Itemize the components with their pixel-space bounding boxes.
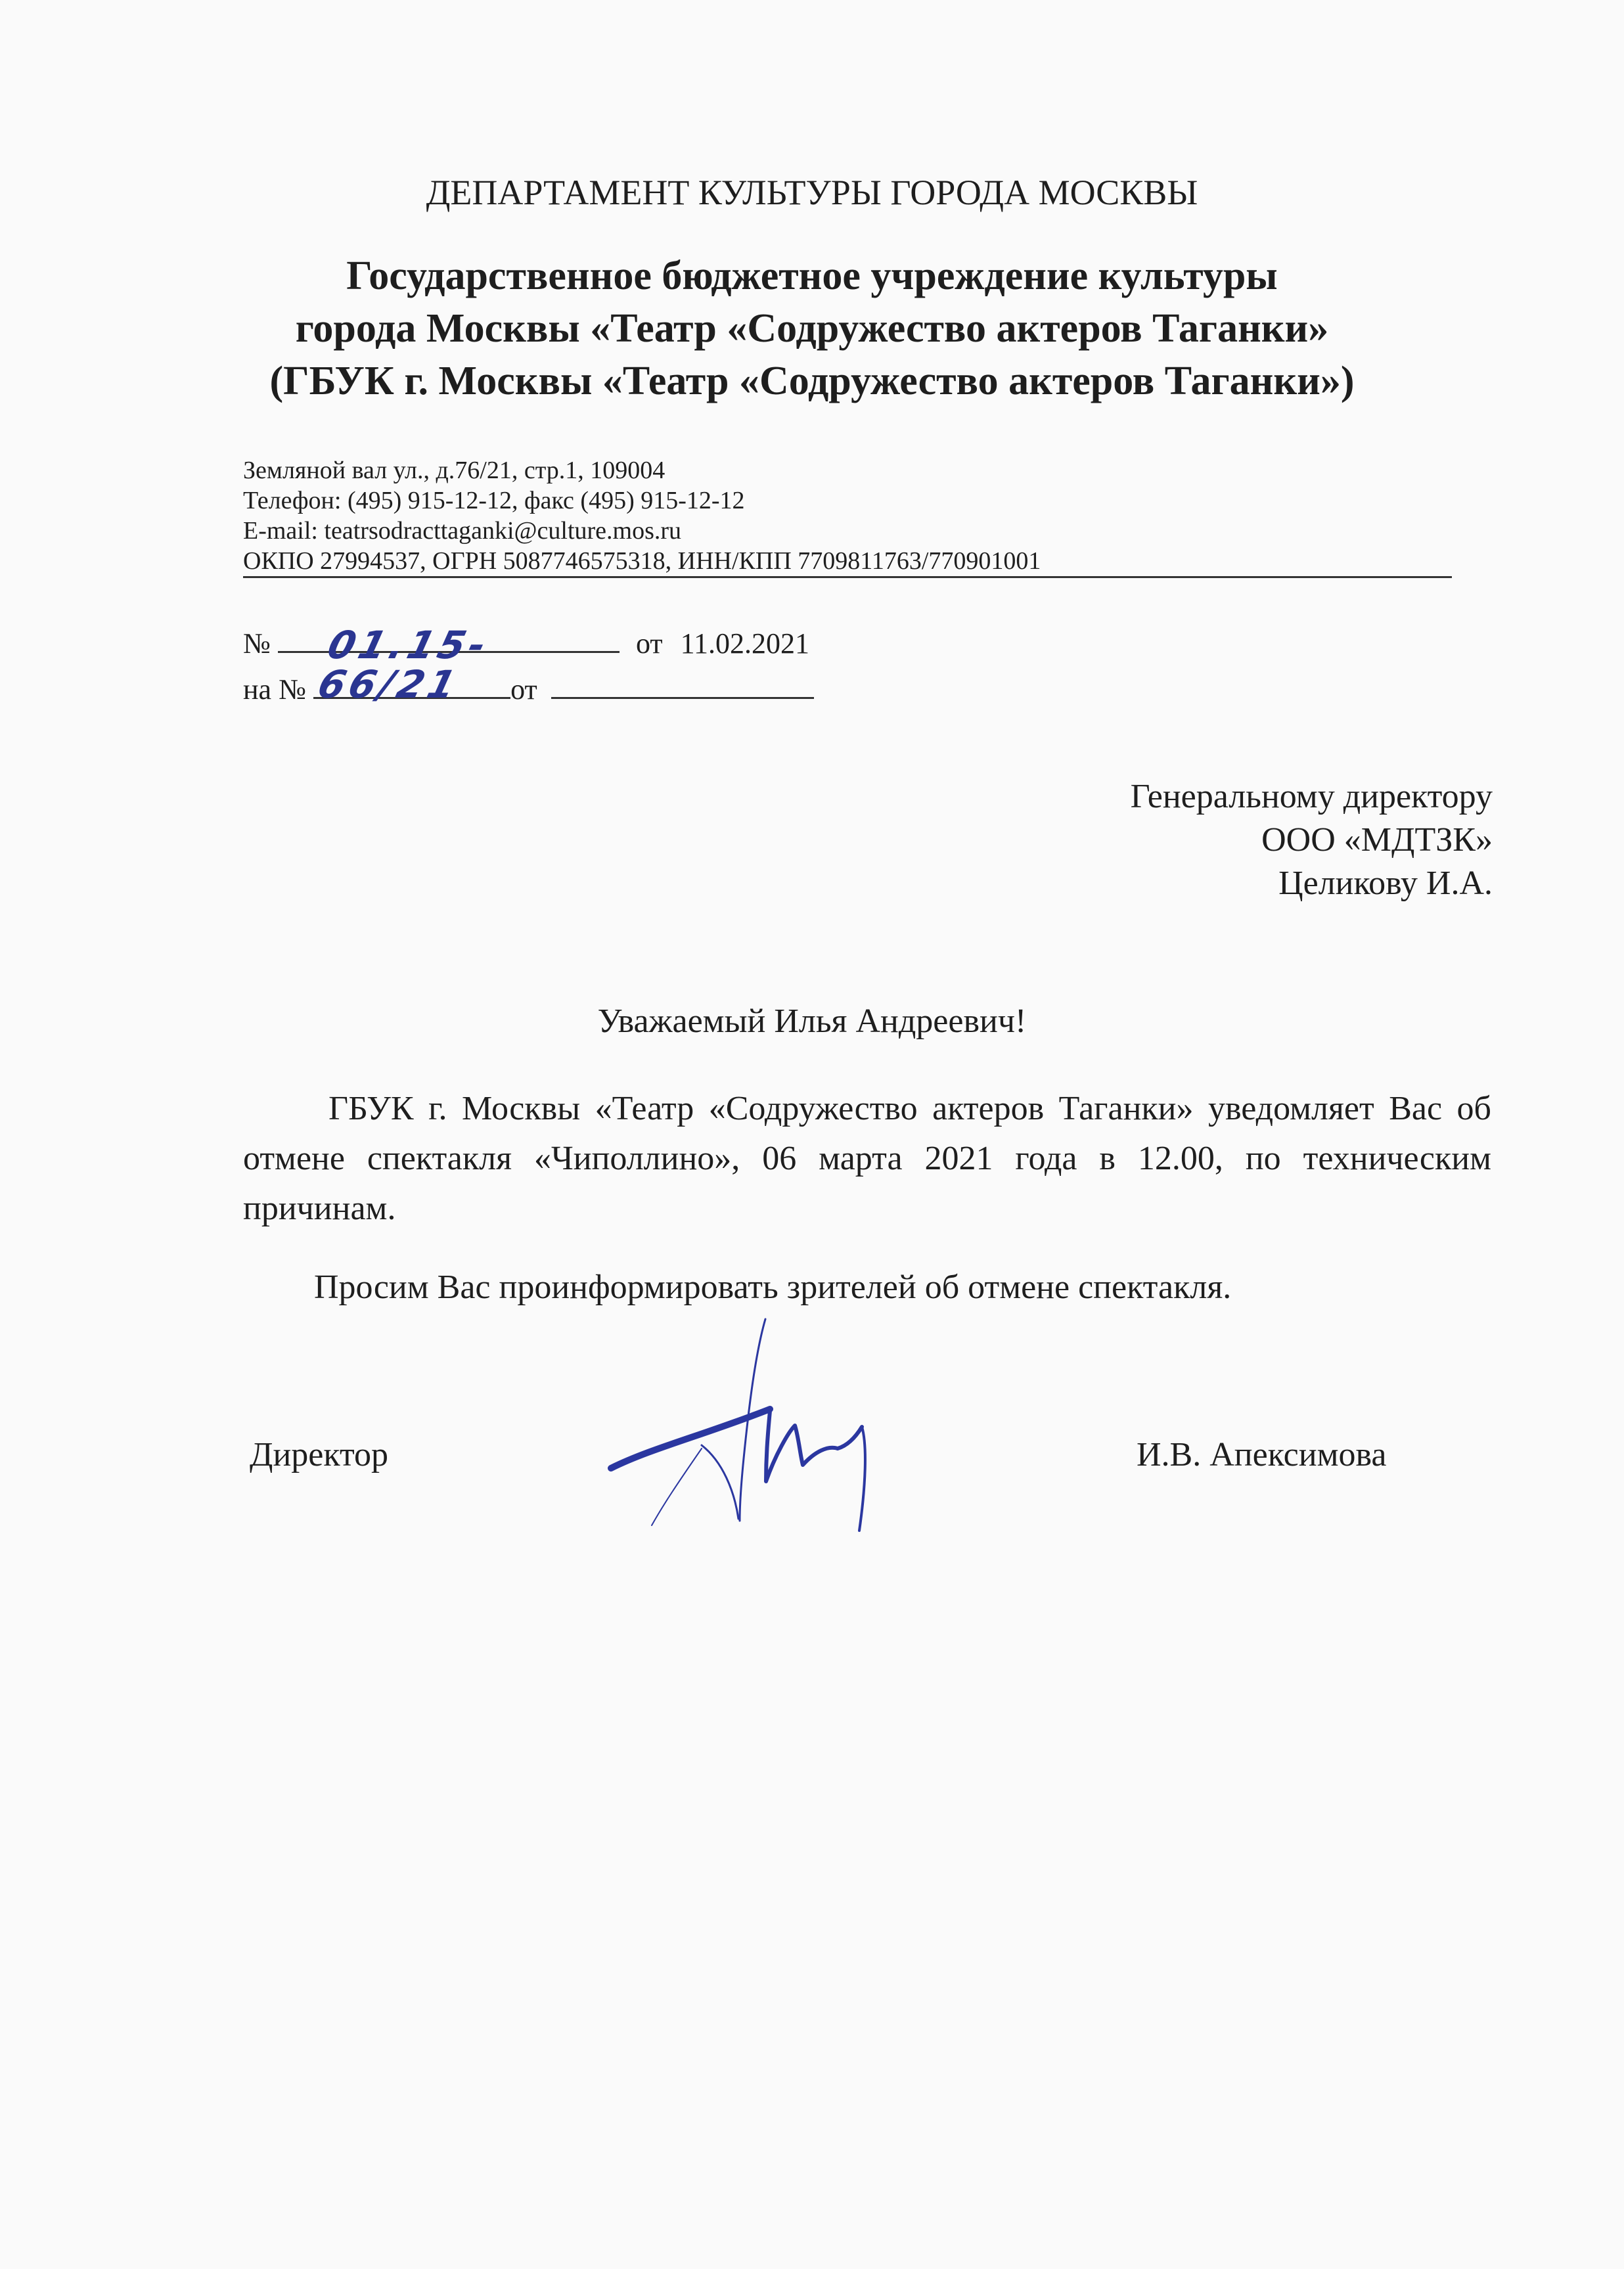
email: E-mail: teatrsodracttaganki@culture.mos.ru: [243, 517, 682, 545]
reply-label: на №: [243, 673, 307, 706]
addressee-line: Целикову И.А.: [1278, 865, 1493, 902]
contact-block: [243, 455, 1452, 578]
phone-fax: Телефон: (495) 915-12-12, факс (495) 915-12-12: [243, 487, 745, 514]
organization-title: [0, 250, 1624, 407]
org-line: Государственное бюджетное учреждение культуры: [346, 254, 1278, 298]
signatory-name: И.В. Апексимова: [1137, 1436, 1387, 1473]
org-line: (ГБУК г. Москвы «Театр «Содружество актеров Таганки»): [269, 359, 1355, 403]
handwritten-signature: [591, 1314, 933, 1537]
signature-stroke: [766, 1411, 862, 1481]
reply-date-label: от: [510, 673, 537, 706]
registration-block: [243, 624, 814, 709]
addressee-line: Генеральному директору: [1130, 778, 1493, 815]
date-label: от: [635, 627, 663, 660]
body-paragraph: ГБУК г. Москвы «Театр «Содружество актеров Таганки» уведомляет Вас об отмене спектакля «Чиполлино», 06 марта 2021 года в 12.00, по техническим причинам.: [243, 1090, 1491, 1227]
request-paragraph: Просим Вас проинформировать зрителей об отмене спектакля.: [314, 1269, 1232, 1306]
registry-codes-text: ОКПО 27994537, ОГРН 5087746575318, ИНН/КПП 7709811763/770901001: [243, 547, 1041, 575]
date-value: 11.02.2021: [680, 627, 810, 660]
address: Земляной вал ул., д.76/21, стр.1, 109004: [243, 457, 665, 484]
registry-codes: [243, 546, 1452, 578]
signatory-title: Директор: [250, 1436, 388, 1473]
salutation: Уважаемый Илья Андреевич!: [597, 1002, 1027, 1040]
handwritten-number: 01.15-66/21: [313, 623, 495, 707]
addressee-line: ООО «МДТЗК»: [1261, 821, 1493, 859]
org-line: города Москвы «Театр «Содружество актеров Таганки»: [295, 306, 1329, 351]
department-heading: ДЕПАРТАМЕНТ КУЛЬТУРЫ ГОРОДА МОСКВЫ: [426, 173, 1198, 212]
number-label: №: [243, 627, 271, 660]
signature-stroke: [652, 1449, 702, 1525]
signature-stroke: [859, 1427, 865, 1531]
signature-stroke: [702, 1445, 738, 1519]
addressee-block: [1131, 775, 1493, 905]
